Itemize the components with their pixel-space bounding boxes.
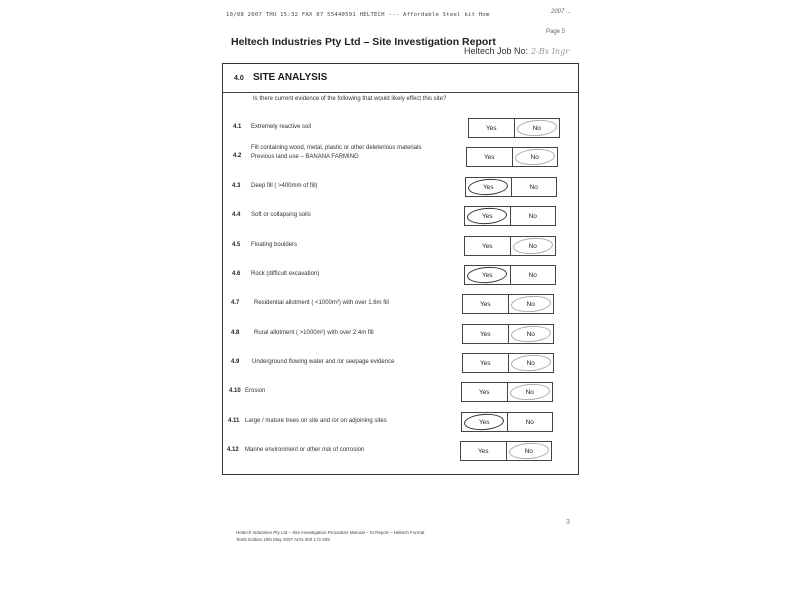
no-option[interactable]: No xyxy=(508,295,554,313)
corner-note: 2007 ... xyxy=(551,9,572,15)
item-question xyxy=(251,123,311,132)
job-number xyxy=(464,46,569,56)
yes-no-box xyxy=(461,412,553,432)
no-option[interactable]: No xyxy=(506,442,552,460)
job-number-handwritten: 2-Bx Ingr xyxy=(531,47,570,56)
item-question xyxy=(251,241,297,250)
item-number: 4.2 xyxy=(233,153,242,159)
yes-no-box xyxy=(460,441,552,461)
item-question xyxy=(254,329,374,338)
item-number: 4.12 xyxy=(227,447,239,453)
item-question-text: Underground flowing water and /or seepage evidence xyxy=(252,359,395,365)
item-question xyxy=(251,182,318,191)
item-question-text: Fill containing wood, metal, plastic or other deleterious materials xyxy=(251,145,422,151)
no-option[interactable]: No xyxy=(510,207,556,225)
no-option[interactable]: No xyxy=(514,119,560,137)
item-number: 4.3 xyxy=(232,183,241,189)
yes-option[interactable]: Yes xyxy=(478,388,490,396)
footer xyxy=(236,529,424,543)
item-question-text: Rural allotment ( >1000m²) with over 2.4m fill xyxy=(254,330,374,336)
item-number: 4.11 xyxy=(228,418,240,424)
item-number: 4.10 xyxy=(229,388,241,394)
item-question xyxy=(245,446,364,455)
yes-option[interactable]: Yes xyxy=(465,266,510,284)
item-question xyxy=(245,387,265,396)
yes-option[interactable]: Yes xyxy=(479,330,491,338)
fax-header: 10/08 2007 THU 15:32 FAX 07 55440591 HELTECH --- Affordable Steel kit Hom xyxy=(226,12,490,18)
item-question-text: Rock (difficult excavation) xyxy=(251,271,320,277)
item-number: 4.8 xyxy=(231,330,240,336)
section-title: SITE ANALYSIS xyxy=(253,72,328,83)
section-divider xyxy=(223,92,578,93)
item-question-text: Soft or collapsing soils xyxy=(251,212,311,218)
site-analysis-section xyxy=(222,63,579,475)
yes-option[interactable]: Yes xyxy=(481,242,493,250)
item-question-text: Large / mature trees on site and /or on adjoining sites xyxy=(245,418,387,424)
no-option[interactable]: No xyxy=(508,354,554,372)
item-question xyxy=(251,270,319,279)
no-option[interactable]: No xyxy=(511,178,557,196)
item-number: 4.9 xyxy=(231,359,240,365)
footer-line-2: Tenth Edition 10th May 2007 ACN 000 172 935 xyxy=(236,537,330,542)
job-label: Heltech Job No: xyxy=(464,46,529,56)
item-question-text: Deep fill ( >400mm of fill) xyxy=(251,183,318,189)
yes-no-box xyxy=(464,236,556,256)
yes-option[interactable]: Yes xyxy=(477,447,489,455)
page-mark: 3 xyxy=(566,519,570,526)
yes-no-box xyxy=(461,382,553,402)
yes-option[interactable]: Yes xyxy=(483,153,495,161)
no-option[interactable]: No xyxy=(512,148,558,166)
yes-option[interactable]: Yes xyxy=(479,300,491,308)
item-number: 4.7 xyxy=(231,300,240,306)
yes-option[interactable]: Yes xyxy=(479,359,491,367)
yes-option[interactable]: Yes xyxy=(485,124,497,132)
yes-no-box xyxy=(465,177,557,197)
item-question xyxy=(245,417,387,426)
yes-no-box xyxy=(464,206,556,226)
item-question-text: Residential allotment ( <1000m²) with over 1.6m fill xyxy=(254,300,389,306)
item-question-text: Floating boulders xyxy=(251,242,298,248)
yes-no-box xyxy=(462,294,554,314)
item-number: 4.6 xyxy=(232,271,241,277)
item-question-text: Extremely reactive soil xyxy=(251,124,312,130)
yes-option[interactable]: Yes xyxy=(466,178,511,196)
yes-no-box xyxy=(462,353,554,373)
section-intro: Is there current evidence of the following that would likely effect this site? xyxy=(253,96,447,102)
item-question-text: Erosion xyxy=(245,388,266,394)
item-question xyxy=(251,144,421,162)
item-number: 4.1 xyxy=(233,124,242,130)
no-option[interactable]: No xyxy=(510,266,556,284)
footer-line-1: Heltech Industries Pty Ltd – Site Investigation Procedure Manual – SI Report – Heltech Format xyxy=(236,530,425,535)
item-question xyxy=(251,211,311,220)
no-option[interactable]: No xyxy=(510,237,556,255)
item-question-text: Marine environment or other risk of corrosion xyxy=(245,447,365,453)
section-number: 4.0 xyxy=(234,75,244,82)
yes-no-box xyxy=(466,147,558,167)
yes-no-box xyxy=(468,118,560,138)
item-number: 4.5 xyxy=(232,242,241,248)
yes-no-box xyxy=(464,265,556,285)
report-title: Heltech Industries Pty Ltd – Site Investigation Report xyxy=(231,36,496,48)
no-option[interactable]: No xyxy=(507,383,553,401)
item-question xyxy=(252,358,394,367)
item-question xyxy=(254,299,389,308)
page-number: Page 5 xyxy=(546,29,566,35)
item-question-note: Previous land use – BANANA FARMING xyxy=(251,154,359,160)
yes-option[interactable]: Yes xyxy=(462,413,507,431)
no-option[interactable]: No xyxy=(508,325,554,343)
no-option[interactable]: No xyxy=(507,413,553,431)
item-number: 4.4 xyxy=(232,212,241,218)
yes-no-box xyxy=(462,324,554,344)
yes-option[interactable]: Yes xyxy=(465,207,510,225)
